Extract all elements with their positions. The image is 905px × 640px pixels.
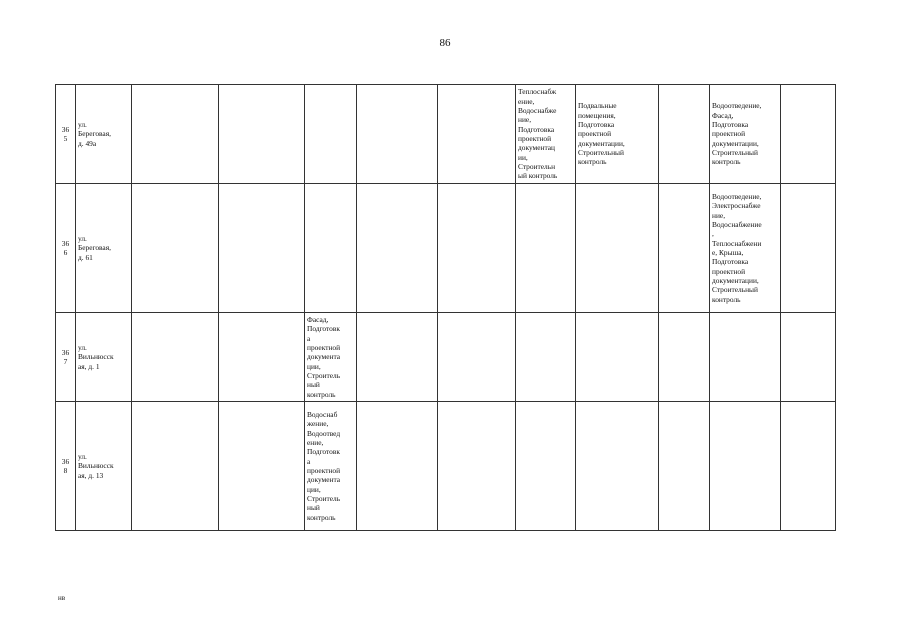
row-number: 36 6 bbox=[56, 184, 76, 313]
table-cell bbox=[710, 402, 781, 531]
footer-mark: нв bbox=[58, 594, 66, 602]
table-cell bbox=[219, 85, 305, 184]
table-cell bbox=[357, 313, 438, 402]
work-types-cell: Фасад, Подготовк а проектной документа ции, Строитель ный контроль bbox=[305, 313, 357, 402]
table-cell bbox=[132, 85, 219, 184]
table-cell bbox=[305, 184, 357, 313]
table-cell bbox=[132, 402, 219, 531]
address-cell: ул. Береговая, д. 61 bbox=[76, 184, 132, 313]
table-row bbox=[56, 313, 836, 402]
table-cell bbox=[781, 313, 836, 402]
table-cell bbox=[438, 85, 516, 184]
work-types-cell: Водоотведение, Электроснабже ние, Водоснабжение , Теплоснабжени е, Крыша, Подготовка проектной документации, Строительный контроль bbox=[710, 184, 781, 313]
table-cell bbox=[659, 313, 710, 402]
table-row bbox=[56, 184, 836, 313]
table-cell bbox=[781, 402, 836, 531]
table-cell bbox=[516, 313, 576, 402]
table-cell bbox=[438, 313, 516, 402]
table-cell bbox=[357, 402, 438, 531]
table-cell bbox=[132, 313, 219, 402]
row-number: 36 7 bbox=[56, 313, 76, 402]
table-cell bbox=[357, 184, 438, 313]
table-cell bbox=[710, 313, 781, 402]
table-row bbox=[56, 85, 836, 184]
work-types-cell: Подвальные помещения, Подготовка проектной документации, Строительный контроль bbox=[576, 85, 659, 184]
table-cell bbox=[438, 184, 516, 313]
table-cell bbox=[132, 184, 219, 313]
table-cell bbox=[659, 85, 710, 184]
table-cell bbox=[219, 184, 305, 313]
address-cell: ул. Вильнюсск ая, д. 1 bbox=[76, 313, 132, 402]
address-cell: ул. Вильнюсск ая, д. 13 bbox=[76, 402, 132, 531]
table-row bbox=[56, 402, 836, 531]
row-number: 36 5 bbox=[56, 85, 76, 184]
table-cell bbox=[516, 402, 576, 531]
page-number: 86 bbox=[439, 37, 451, 49]
table-cell bbox=[357, 85, 438, 184]
table-cell bbox=[576, 402, 659, 531]
table-cell bbox=[781, 184, 836, 313]
table-cell bbox=[576, 184, 659, 313]
table-cell bbox=[305, 85, 357, 184]
table-cell bbox=[438, 402, 516, 531]
table-cell bbox=[516, 184, 576, 313]
table-cell bbox=[219, 313, 305, 402]
address-cell: ул. Береговая, д. 49а bbox=[76, 85, 132, 184]
table-cell bbox=[781, 85, 836, 184]
work-types-cell: Водоснаб жение, Водоотвед ение, Подготовк а проектной документа ции, Строитель ный контроль bbox=[305, 402, 357, 531]
table-cell bbox=[659, 184, 710, 313]
row-number: 36 8 bbox=[56, 402, 76, 531]
table-cell bbox=[659, 402, 710, 531]
repair-schedule-table bbox=[55, 84, 836, 531]
work-types-cell: Теплоснабж ение, Водоснабже ние, Подготовка проектной документац ии, Строительн ый контроль bbox=[516, 85, 576, 184]
work-types-cell: Водоотведение, Фасад, Подготовка проектной документации, Строительный контроль bbox=[710, 85, 781, 184]
table-cell bbox=[576, 313, 659, 402]
table-cell bbox=[219, 402, 305, 531]
